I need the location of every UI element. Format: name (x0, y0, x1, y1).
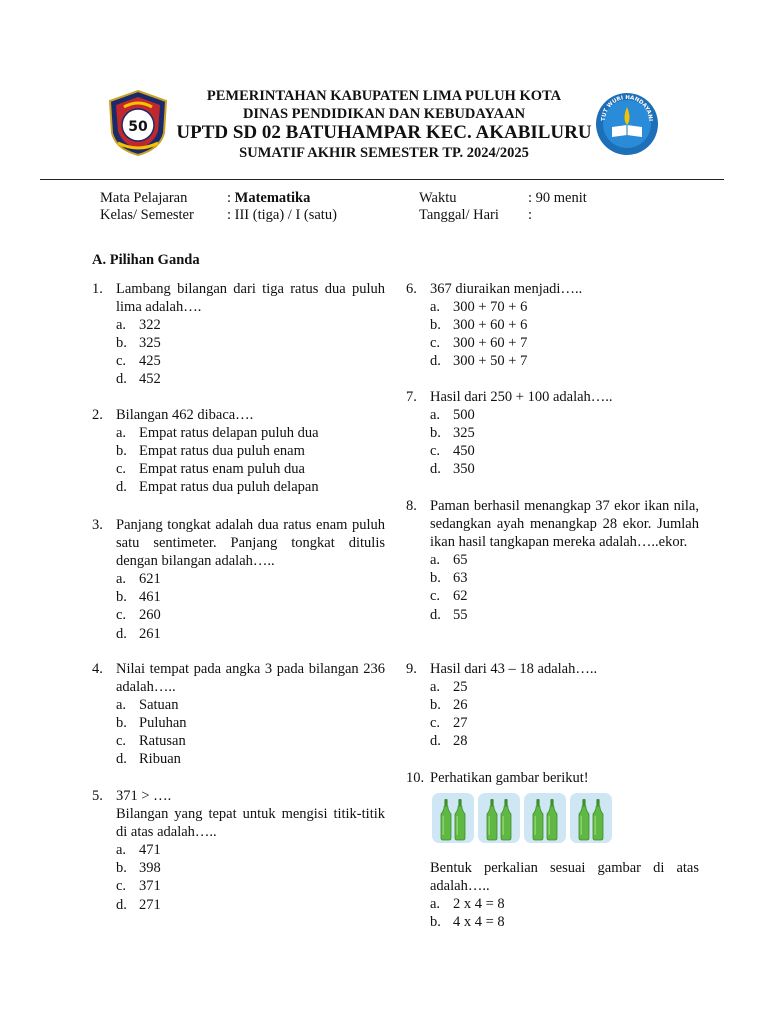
date-label: Tanggal/ Hari (419, 207, 499, 223)
question-text: 367 diuraikan menjadi….. (430, 281, 583, 297)
option-b: b. 4 x 4 = 8 (430, 914, 505, 931)
option-b: b. 398 (116, 860, 161, 877)
question-text: Nilai tempat pada angka 3 pada bilangan 236 adalah….. (116, 661, 385, 696)
bottle-group-2 (478, 793, 520, 843)
question-text: Hasil dari 43 – 18 adalah….. (430, 661, 598, 677)
option-a: a. 25 (430, 679, 468, 696)
question-10: 10. Perhatikan gambar berikut! (430, 769, 699, 787)
option-c: c. 260 (116, 607, 161, 624)
option-c: c. 300 + 60 + 7 (430, 335, 528, 352)
option-b: b. Empat ratus dua puluh enam (116, 443, 305, 460)
header-department-line: DINAS PENDIDIKAN DAN KEBUDAYAAN (242, 106, 526, 122)
question-3: 3. Panjang tongkat adalah dua ratus enam puluh satu sentimeter. Panjang tongkat ditulis dengan bilangan adalah….. a. 621 b. 461 c. 260 d. 261 (92, 517, 385, 642)
option-b: b. 63 (430, 570, 468, 587)
subject-label: Mata Pelajaran (100, 190, 188, 206)
option-b: b. 26 (430, 697, 468, 714)
option-c: c. 27 (430, 715, 468, 732)
option-c: c. 450 (430, 443, 475, 460)
option-a: a. 500 (430, 407, 475, 424)
option-d: d. 28 (430, 733, 468, 750)
time-value: : 90 menit (528, 190, 587, 206)
option-d: d. 261 (116, 625, 161, 642)
option-b: b. 300 + 60 + 6 (430, 317, 528, 334)
header-exam-title: SUMATIF AKHIR SEMESTER TP. 2024/2025 (239, 145, 529, 161)
option-d: d. 55 (430, 606, 468, 623)
bottle-group-4 (570, 793, 612, 843)
option-c: c. Ratusan (116, 733, 186, 750)
option-a: a. 322 (116, 317, 161, 334)
option-b: b. 325 (430, 425, 475, 442)
bottle-groups-picture (432, 793, 612, 845)
option-c: c. Empat ratus enam puluh dua (116, 461, 305, 478)
question-text: Hasil dari 250 + 100 adalah….. (430, 389, 613, 405)
question-7: 7. Hasil dari 250 + 100 adalah….. a. 500 b. 325 c. 450 d. 350 (430, 388, 699, 478)
option-b: b. 461 (116, 589, 161, 606)
option-b: b. Puluhan (116, 715, 187, 732)
option-c: c. 371 (116, 878, 161, 895)
option-a: a. Empat ratus delapan puluh dua (116, 425, 319, 442)
question-text: Lambang bilangan dari tiga ratus dua puluh lima adalah…. (116, 281, 385, 316)
question-2: 2. Bilangan 462 dibaca…. a. Empat ratus delapan puluh dua b. Empat ratus dua puluh enam c. Empat ratus enam puluh dua d. Empat ratus dua puluh delapan (116, 406, 385, 496)
header-divider (40, 179, 724, 180)
subject-name: Matematika (234, 190, 311, 206)
question-9: 9. Hasil dari 43 – 18 adalah….. a. 25 b. 26 c. 27 d. 28 (430, 660, 699, 750)
question-text-2: Bilangan yang tepat untuk mengisi titik-titik di atas adalah….. (116, 806, 385, 841)
option-d: d. 452 (116, 371, 161, 388)
question-text: Bilangan 462 dibaca…. (116, 407, 254, 423)
question-8: 8. Paman berhasil menangkap 37 ekor ikan nila, sedangkan ayah menangkap 28 ekor. Jumlah ikan hasil tangkapan mereka adalah…..ekor. a. 65 b. 63 c. 62 d. 55 (406, 498, 699, 623)
option-d: d. 271 (116, 896, 161, 913)
emblem-text: 50 (128, 119, 148, 135)
class-value: : III (tiga) / I (satu) (227, 207, 337, 223)
option-d: d. 300 + 50 + 7 (430, 353, 528, 370)
date-value: : (528, 207, 533, 223)
option-a: a. Satuan (116, 697, 179, 714)
class-label: Kelas/ Semester (100, 207, 194, 223)
header-government-line: PEMERINTAHAN KABUPATEN LIMA PULUH KOTA (206, 88, 562, 104)
question-5: 5. 371 > …. Bilangan yang tepat untuk mengisi titik-titik di atas adalah….. a. 471 b. 398 c. 371 d. 271 (92, 788, 385, 913)
question-1: 1. Lambang bilangan dari tiga ratus dua puluh lima adalah…. a. 322 b. 325 c. 425 d. 452 (92, 281, 385, 388)
question-6: 6. 367 diuraikan menjadi….. a. 300 + 70 + 6 b. 300 + 60 + 6 c. 300 + 60 + 7 d. 300 + 50 + 7 (430, 280, 699, 370)
header-school-name: UPTD SD 02 BATUHAMPAR KEC. AKABILURU (176, 122, 592, 143)
question-10-continued (430, 859, 699, 931)
option-b: b. 325 (116, 335, 161, 352)
question-text: Perhatikan gambar berikut! (430, 770, 589, 786)
option-a: a. 2 x 4 = 8 (430, 896, 505, 913)
logo-motto-text: TUT WURI HANDAYANI (600, 94, 654, 122)
option-a: a. 300 + 70 + 6 (430, 299, 528, 316)
subject-value: : Matematika (227, 190, 311, 206)
option-a: a. 65 (430, 552, 468, 569)
question-text: 371 > …. (116, 788, 172, 804)
option-a: a. 621 (116, 571, 161, 588)
section-title: A. Pilihan Ganda (92, 252, 200, 268)
bottle-group-3 (524, 793, 566, 843)
option-c: c. 425 (116, 353, 161, 370)
question-text-2: Bentuk perkalian sesuai gambar di atas adalah….. (430, 860, 699, 895)
question-text: Paman berhasil menangkap 37 ekor ikan nila, sedangkan ayah menangkap 28 ekor. Jumlah ikan hasil tangkapan mereka adalah…..ekor. (430, 498, 699, 551)
bottle-group-1 (432, 793, 474, 843)
option-a: a. 471 (116, 842, 161, 859)
option-c: c. 62 (430, 588, 468, 605)
question-4: 4. Nilai tempat pada angka 3 pada bilangan 236 adalah….. a. Satuan b. Puluhan c. Ratusan d. Ribuan (92, 661, 385, 768)
option-d: d. Ribuan (116, 751, 181, 768)
option-d: d. 350 (430, 461, 475, 478)
option-d: d. Empat ratus dua puluh delapan (116, 479, 319, 496)
time-label: Waktu (419, 190, 457, 206)
question-text: Panjang tongkat adalah dua ratus enam puluh satu sentimeter. Panjang tongkat ditulis dengan bilangan adalah….. (116, 517, 385, 570)
